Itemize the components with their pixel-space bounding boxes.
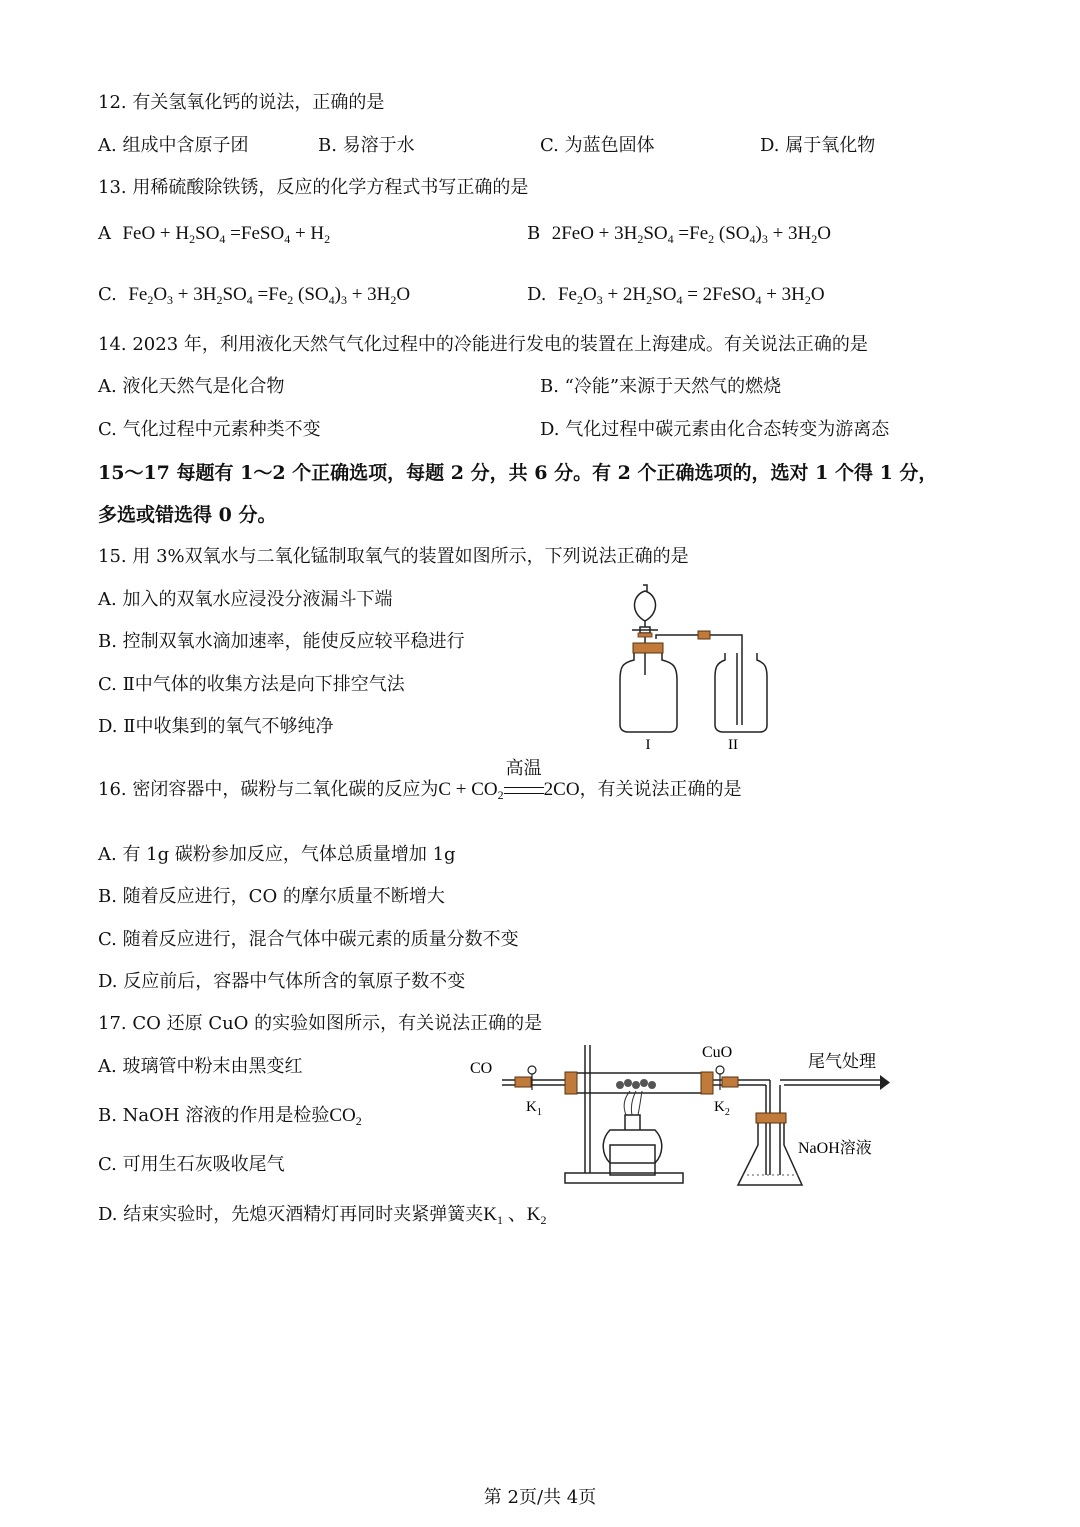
q17-option-b: B. NaOH 溶液的作用是检验$CO_2$ xyxy=(98,1105,362,1128)
q12-stem: 12. 有关氢氧化钙的说法，正确的是 xyxy=(98,92,385,113)
q12-option-a: A. 组成中含原子团 xyxy=(98,135,249,156)
q14-option-c: C. 气化过程中元素种类不变 xyxy=(98,419,321,440)
q16-option-c: C. 随着反应进行，混合气体中碳元素的质量分数不变 xyxy=(98,929,519,950)
q12-option-b: B. 易溶于水 xyxy=(318,135,415,156)
q13-equation-d: $Fe_2O_3 + 2H_2SO_4$ = 2FeSO$_4$ + $3H_2O$ xyxy=(557,284,825,307)
label-exhaust: 尾气处理 xyxy=(808,1052,876,1072)
q15-option-d: D. Ⅱ中收集到的氧气不够纯净 xyxy=(98,716,334,737)
label-k2: $K_2$ xyxy=(714,1099,730,1118)
q15-stem: 15. 用 3%双氧水与二氧化锰制取氧气的装置如图所示，下列说法正确的是 xyxy=(98,546,689,567)
q13-option-c: C. $Fe_2O_3 + 3H_2SO_4 =Fe_2$ $(SO_4)_3 + 3H_2O$ xyxy=(98,284,411,307)
q13-option-d: D. $Fe_2O_3 + 2H_2SO_4$ = 2FeSO$_4$ + $3H_2O$ xyxy=(527,284,825,307)
reaction-condition: 高温 xyxy=(504,778,544,802)
section-instruction-line1: 15～17 每题有 1～2 个正确选项，每题 2 分，共 6 分。有 2 个正确选项的，选对 1 个得 1 分， xyxy=(98,462,938,484)
q15-option-c: C. Ⅱ中气体的收集方法是向下排空气法 xyxy=(98,674,405,695)
q15-option-b: B. 控制双氧水滴加速率，能使反应较平稳进行 xyxy=(98,631,465,652)
q15-option-a: A. 加入的双氧水应浸没分液漏斗下端 xyxy=(98,589,393,610)
page-footer: 第 2页/共 4页 xyxy=(483,1487,597,1508)
q14-stem: 14. 2023 年，利用液化天然气气化过程中的冷能进行发电的装置在上海建成。有关说法正确的是 xyxy=(98,334,868,355)
section-instruction-line2: 多选或错选得 0 分。 xyxy=(98,504,277,526)
q16-stem: 16. 密闭容器中，碳粉与二氧化碳的反应为$C + CO_2$ 高温 2CO，有关说法正确的是 xyxy=(98,758,742,802)
q13-equation-c: $Fe_2O_3 + 3H_2SO_4 =Fe_2$ $(SO_4)_3 + 3H_2O$ xyxy=(128,284,411,307)
q16-option-b: B. 随着反应进行，CO 的摩尔质量不断增大 xyxy=(98,886,445,907)
q13-equation-b: $2FeO + 3H_2SO_4 =Fe_2$ $(SO_4)_3 + 3H_2O$ xyxy=(551,223,831,246)
q12-option-d: D. 属于氧化物 xyxy=(760,135,876,156)
label-co: CO xyxy=(470,1060,493,1077)
q14-option-a: A. 液化天然气是化合物 xyxy=(98,376,285,397)
q13-equation-a: FeO + $H_2SO_4$ =FeSO$_4$ + $H_2$ xyxy=(122,223,331,246)
q17-option-d: D. 结束实验时，先熄灭酒精灯再同时夹紧弹簧夹$K_1$ 、$K_2$ xyxy=(98,1204,547,1227)
q17-option-c: C. 可用生石灰吸收尾气 xyxy=(98,1154,285,1175)
oxygen-apparatus-figure xyxy=(600,575,800,760)
label-cuo: CuO xyxy=(702,1044,733,1061)
apparatus-label-2: II xyxy=(728,737,738,753)
q17-option-a: A. 玻璃管中粉末由黑变红 xyxy=(98,1056,303,1077)
co-reduction-apparatus-figure xyxy=(440,1035,900,1195)
q16-option-a: A. 有 1g 碳粉参加反应，气体总质量增加 1g xyxy=(98,844,456,865)
q14-option-b: B. “冷能”来源于天然气的燃烧 xyxy=(540,376,782,397)
label-k1: $K_1$ xyxy=(526,1099,542,1118)
q16-option-d: D. 反应前后，容器中气体所含的氧原子数不变 xyxy=(98,971,466,992)
label-naoh: NaOH溶液 xyxy=(798,1140,872,1157)
q12-option-c: C. 为蓝色固体 xyxy=(540,135,655,156)
q14-option-d: D. 气化过程中碳元素由化合态转变为游离态 xyxy=(540,419,890,440)
q13-stem: 13. 用稀硫酸除铁锈，反应的化学方程式书写正确的是 xyxy=(98,177,529,198)
q13-option-a: A FeO + $H_2SO_4$ =FeSO$_4$ + $H_2$ xyxy=(98,223,331,246)
q16-equation: $C + CO_2$ 高温 2CO xyxy=(438,758,580,802)
q17-stem: 17. CO 还原 CuO 的实验如图所示，有关说法正确的是 xyxy=(98,1013,543,1034)
q13-option-b: B $2FeO + 3H_2SO_4 =Fe_2$ $(SO_4)_3 + 3H_2O$ xyxy=(527,223,831,246)
apparatus-label-1: I xyxy=(645,737,651,753)
